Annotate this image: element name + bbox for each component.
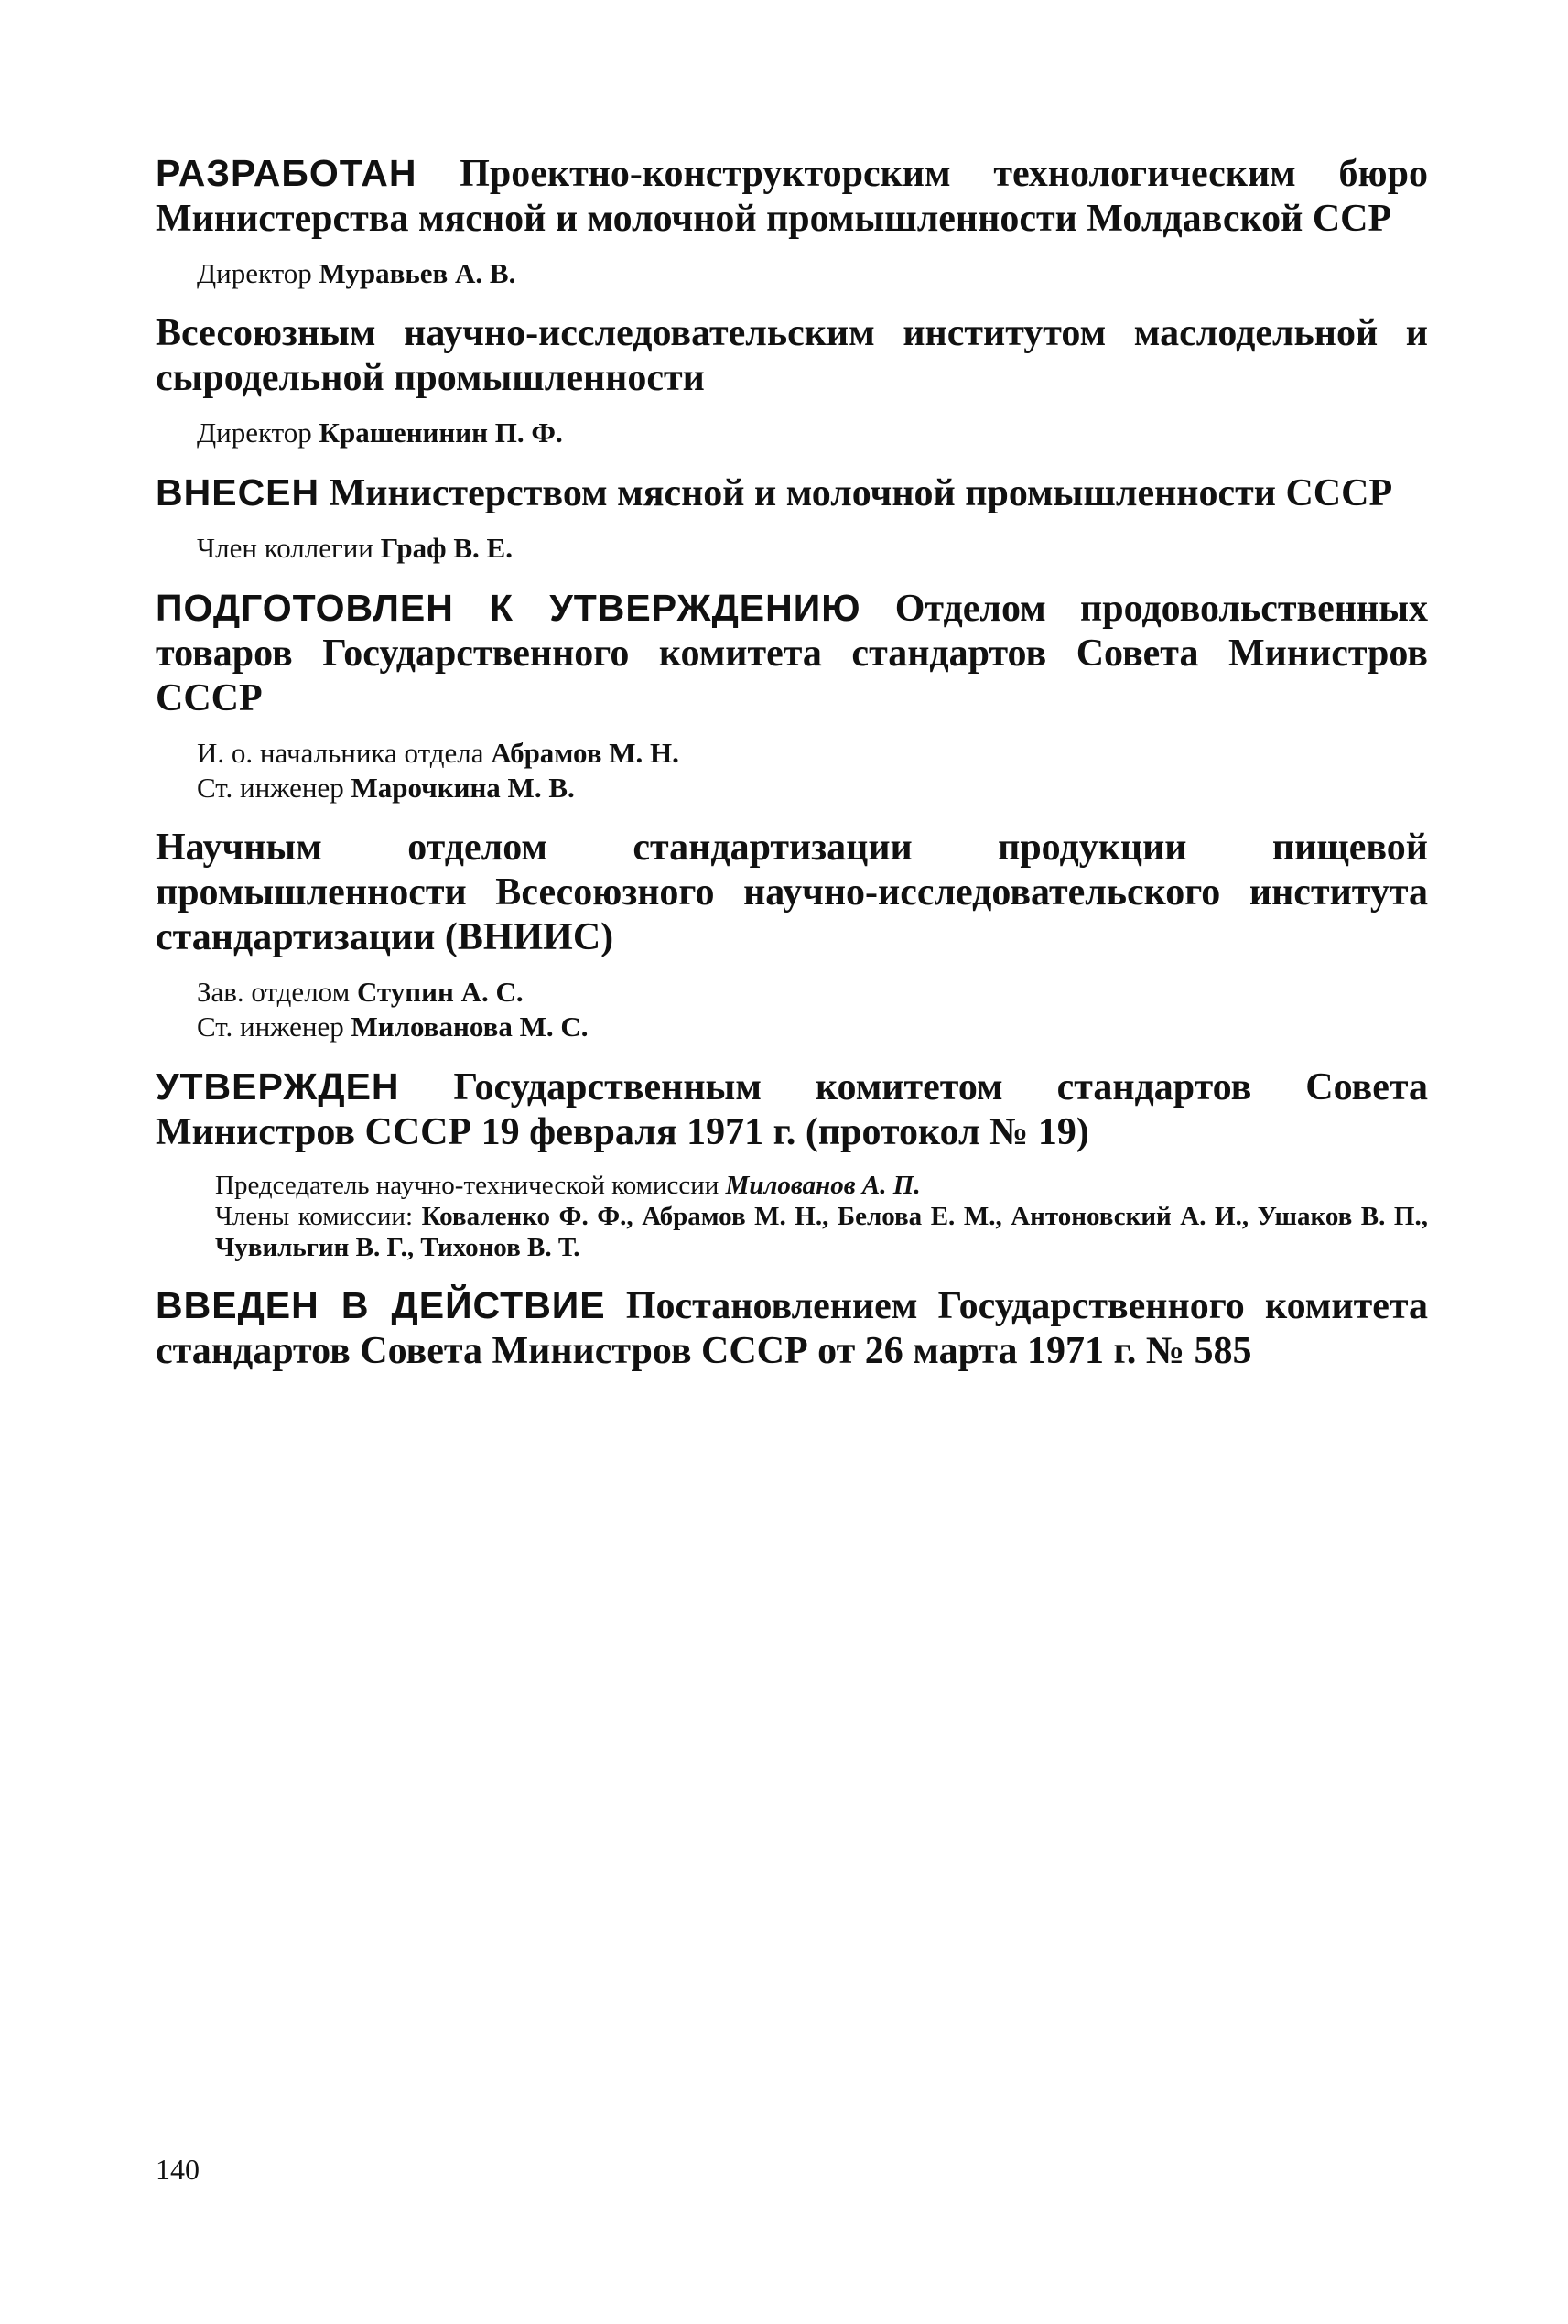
prepared2-person-1	[156, 975, 1428, 1010]
developed2-paragraph: Всесоюзным научно-исследовательским институтом маслодельной и сыродельной промышленности	[156, 312, 1428, 399]
developed-lead: РАЗРАБОТАН	[156, 152, 417, 194]
submitted-text: Министерством мясной и молочной промышленности СССР	[329, 472, 1393, 514]
page-number: 140	[156, 2153, 200, 2186]
approved-text: Государственным комитетом стандартов Совета Министров СССР 19 февраля 1971 г. (протокол № 19)	[156, 1066, 1428, 1153]
developed2-person	[156, 416, 1428, 450]
person-role: Ст. инженер	[197, 1011, 344, 1043]
developed-person	[156, 256, 1428, 291]
person-role: Ст. инженер	[197, 772, 344, 804]
person-name: Граф В. Е.	[380, 532, 513, 564]
prepared-person-2	[156, 771, 1428, 805]
section-enacted	[156, 1283, 1428, 1374]
enacted-paragraph	[156, 1283, 1428, 1374]
person-role: Директор	[197, 416, 312, 449]
prepared-lead: ПОДГОТОВЛЕН К УТВЕРЖДЕНИЮ	[156, 587, 861, 629]
section-prepared-2	[156, 826, 1428, 1044]
chair-name: Милованов А. П.	[725, 1171, 921, 1200]
person-role: Член коллегии	[197, 532, 373, 564]
person-name: Муравьев А. В.	[319, 257, 516, 289]
developed-paragraph	[156, 151, 1428, 242]
chair-role: Председатель научно-технической комиссии	[215, 1171, 719, 1200]
developed-text: Проектно-конструкторским технологическим бюро Министерства мясной и молочной промышленности Молдавской ССР	[156, 153, 1428, 240]
section-submitted	[156, 470, 1428, 566]
enacted-text: Постановлением Государственного комитета стандартов Совета Министров СССР от 26 марта 1971 г. № 585	[156, 1285, 1429, 1372]
prepared2-paragraph: Научным отделом стандартизации продукции пищевой промышленности Всесоюзного научно-исследовательского института стандартизации (ВНИИС)	[156, 827, 1428, 958]
person-name: Крашенинин П. Ф.	[319, 416, 563, 449]
approved-lead: УТВЕРЖДЕН	[156, 1065, 400, 1108]
person-name: Милованова М. С.	[351, 1011, 589, 1043]
members-list: Коваленко Ф. Ф., Абрамов М. Н., Белова Е. М., Антоновский А. И., Ушаков В. П., Чувильгин В. Г., Тихонов В. Т.	[215, 1202, 1428, 1262]
prepared-paragraph	[156, 586, 1428, 721]
section-approved	[156, 1065, 1428, 1263]
person-role: И. о. начальника отдела	[197, 737, 484, 769]
document-page	[156, 151, 1428, 1374]
approved-chair	[156, 1170, 1428, 1201]
enacted-lead: ВВЕДЕН В ДЕЙСТВИЕ	[156, 1284, 606, 1326]
person-role: Директор	[197, 257, 312, 289]
section-developed-2	[156, 311, 1428, 450]
person-name: Марочкина М. В.	[351, 772, 575, 804]
prepared-person-1	[156, 736, 1428, 771]
prepared-text: Отделом продовольственных товаров Государственного комитета стандартов Совета Министров СССР	[156, 588, 1428, 719]
prepared2-person-2	[156, 1010, 1428, 1044]
person-name: Абрамов М. Н.	[491, 737, 679, 769]
approved-paragraph	[156, 1065, 1428, 1155]
submitted-person	[156, 531, 1428, 566]
person-name: Ступин А. С.	[356, 976, 524, 1008]
approved-members	[156, 1201, 1428, 1263]
section-developed	[156, 151, 1428, 291]
submitted-lead: ВНЕСЕН	[156, 471, 320, 513]
section-prepared	[156, 586, 1428, 805]
person-role: Зав. отделом	[197, 976, 351, 1008]
members-role: Члены комиссии:	[215, 1202, 414, 1231]
submitted-paragraph	[156, 470, 1428, 516]
